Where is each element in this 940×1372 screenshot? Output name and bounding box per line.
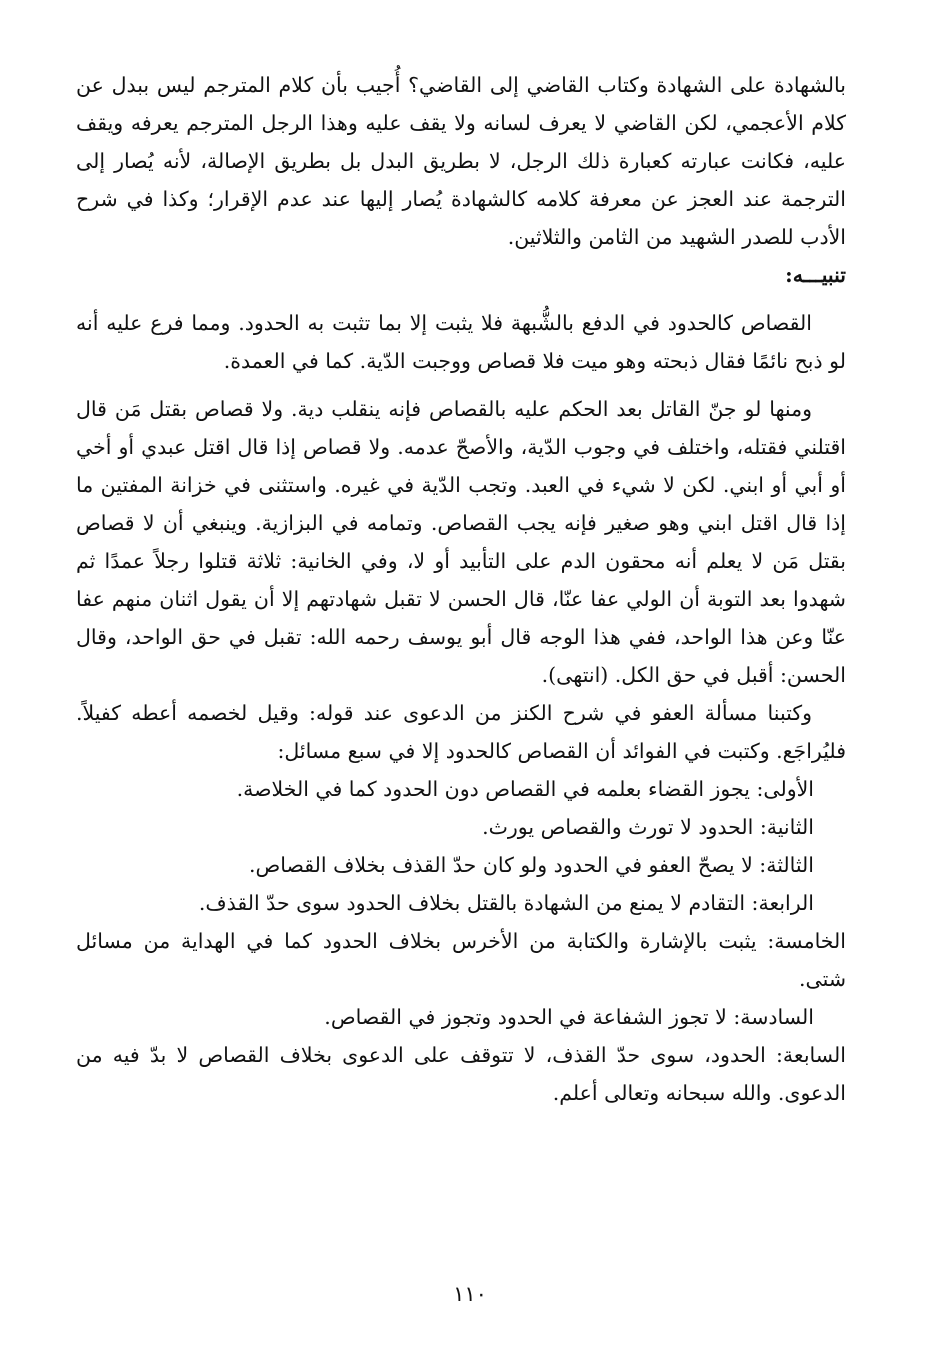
opening-paragraph: بالشهادة على الشهادة وكتاب القاضي إلى القاضي؟ أُجيب بأن كلام المترجم ليس ببدل عن كلام الأعجمي، لكن القاضي لا يعرف لسانه ولا يقف عليه وهذا الرجل المترجم يعرفه ويقف عليه، فكانت عبارته كعبارة ذلك الرجل، لا بطريق البدل بل بطريق الإصالة، لأنه يُصار إلى الترجمة عند العجز عن معرفة كلامه كالشهادة يُصار إليها عند عدم الإقرار؛ وكذا في شرح الأدب للصدر الشهيد من الثامن والثلاثين.	[76, 73, 846, 249]
list-item-fifth: الخامسة: يثبت بالإشارة والكتابة من الأخرس بخلاف الحدود كما في الهداية من مسائل شتى.	[76, 929, 846, 991]
list-item-third: الثالثة: لا يصحّ العفو في الحدود ولو كان حدّ القذف بخلاف القصاص.	[248, 853, 814, 877]
list-item-seventh: السابعة: الحدود، سوى حدّ القذف، لا تتوقف على الدعوى بخلاف القصاص لا بدّ فيه من الدعوى. والله سبحانه وتعالى أعلم.	[76, 1043, 846, 1105]
page-number: ١١٠	[453, 1282, 487, 1306]
list-item-sixth: السادسة: لا تجوز الشفاعة في الحدود وتجوز في القصاص.	[324, 1005, 814, 1029]
paragraph-seven-exceptions: وكتبنا مسألة العفو في شرح الكنز من الدعوى عند قوله: وقيل لخصمه أعطه كفيلاً. فليُراجَع. وكتبت في الفوائد أن القصاص كالحدود إلا في سبع مسائل:	[76, 701, 846, 763]
section-heading: تنبيـــه:	[785, 263, 846, 287]
list-item-fourth: الرابعة: التقادم لا يمنع من الشهادة بالقتل بخلاف الحدود سوى حدّ القذف.	[198, 891, 814, 915]
list-item-second: الثانية: الحدود لا تورث والقصاص يورث.	[482, 815, 814, 839]
list-item-first: الأولى: يجوز القضاء بعلمه في القصاص دون الحدود كما في الخلاصة.	[236, 777, 814, 801]
page-body	[76, 66, 846, 1112]
paragraph-madness-after-verdict: ومنها لو جنّ القاتل بعد الحكم عليه بالقصاص فإنه ينقلب دية. ولا قصاص بقتل مَن قال اقتلني فقتله، واختلف في وجوب الدّية، والأصحّ عدمه. ولا قصاص إذا قال اقتل عبدي أو أخي أو أبي أو ابني. لكن لا شيء في العبد. وتجب الدّية في غيره. واستثنى في خزانة المفتين ما إذا قال اقتل ابني وهو صغير فإنه يجب القصاص. وتمامه في البزازية. وينبغي أن لا قصاص بقتل مَن لا يعلم أنه محقون الدم على التأبيد أو لا، وفي الخانية: ثلاثة قتلوا رجلاً عمدًا ثم شهدوا بعد التوبة أن الولي عفا عنّا، قال الحسن لا تقبل شهادتهم إلا أن يقول اثنان منهم عفا عنّا وعن هذا الواحد، ففي هذا الوجه قال أبو يوسف رحمه الله: تقبل في حق الواحد، وقال الحسن: أقبل في حق الكل. (انتهى).	[76, 397, 846, 687]
paragraph-qisas-hudud: القصاص كالحدود في الدفع بالشُّبهة فلا يثبت إلا بما تثبت به الحدود. ومما فرع عليه أنه لو ذبح نائمًا فقال ذبحته وهو ميت فلا قصاص ووجبت الدّية. كما في العمدة.	[76, 311, 846, 373]
